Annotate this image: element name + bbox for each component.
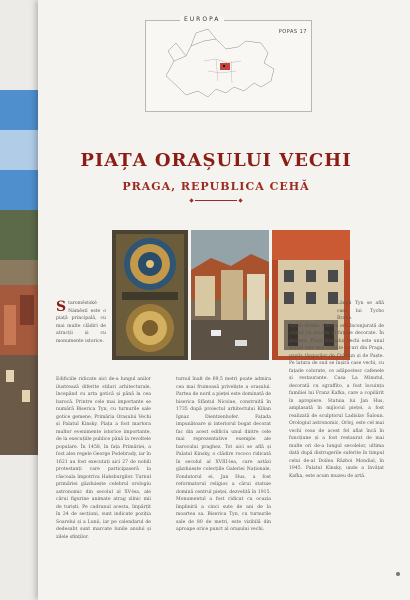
- title-ornament: [195, 200, 237, 201]
- locator-map: [145, 16, 312, 112]
- street-view-photo: [191, 230, 269, 360]
- drop-cap: S: [56, 300, 67, 315]
- astronomical-clock-photo: [112, 230, 188, 360]
- prague-marker: [223, 65, 225, 67]
- left-page-photo: [0, 90, 38, 455]
- map-page-ref: POPAS 17: [278, 29, 307, 35]
- intro-column: [56, 300, 106, 370]
- map-region-label: EUROPA: [180, 16, 224, 23]
- body-column-3-text: Tycho Brahe. Curtea era înconjurată de clădiri cu arcade și fațade decorate. În prezent, Piața Orașului Vechi este unul dintre cele mai vizitate locuri din Praga, gazda târgurilor de Crăciun și de Paște. Pe latura de sud se înșiră case vechi, cu fațade colorate, ce adăpostesc cafenele și restaurante. Casa La Minutul, decorată cu sgraffito, a fost locuința familiei lui Franz Kafka, care a copilărit în apropiere. Statuia lui Jan Hus, amplasată în mijlocul pieței, a fost realizată de sculptorul Ladislav Šaloun. Orologiul astronomic, Orloj, este cel mai vechi ceas de acest fel aflat încă în funcțiune și a fost restaurat de mai multe ori de-a lungul secolelor, ultima dată după distrugerile suferite în timpul celui de-al Doilea Război Mondial, în 1945. Palatul Kinsky, unde a învățat Kafka, este acum muzeu de artă.: [289, 323, 384, 479]
- page-marker: [396, 572, 400, 576]
- intro-text: taroměstské Náměstí este o piață principală, cu mai multe clădiri de atracții și cu monumente istorice.: [56, 301, 106, 344]
- body-column-1: Edificiile ridicate aici de-a lungul anilor ilustrează diferite stiluri arhitecturale, începând cu arta gotică și până la cea barocă. Printre cele mai importante se numără Biserica Tyn, cu turnurile sale gotice gemene, Primăria Orașului Vechi și Palatul Kinsky. Piața a fost martora multor evenimente istorice importante, de la execuțiile publice până la revoltele populare. În 1458, în fața Primăriei, a fost ales regele George Podebrady, iar în 1621 au fost executați aici 27 de nobili protestanți care participaseră la răscoala împotriva Habsburgilor. Turnul primăriei găzduiește celebrul orologiu astronomic din secolul al XV-lea, ale cărui figurine animate atrag zilnic mii de turiști. Pe cadranul acesta, împărțit în 24 de secțiuni, sunt indicate poziția Soarelui și a Lunii, iar pe calendarul de dedesubt sunt marcate lunile anului și zilele sfinților.: [56, 377, 151, 540]
- body-column-3: [289, 300, 384, 586]
- body-column-2: turnul înalt de 69,5 metri poate admira cea mai frumoasă priveliște a orașului. Partea de nord a pieței este dominată de biserica Sfântul Nicolae, construită în 1735 după proiectul arhitectului Kilian Ignaz Dientzenhofer. Fațada impunătoare și interiorul bogat decorat fac din acest edificiu unul dintre cele mai reprezentative exemple ale barocului praghez. Tot aici se află și Palatul Kinsky, o clădire rococo ridicată în secolul al XVIII-lea, care astăzi găzduiește colecțiile Galeriei Naționale. Fondatorul ei, Jan Hus, a fost reformatorul religios a cărui statuie domină centrul pieței, dezvelită în 1915. Monumentul a fost ridicat cu ocazia împlinirii a cinci sute de ani de la moartea sa. Biserica Tyn, cu turnurile sale de 80 de metri, este vizibilă din aproape orice punct al orașului vechi.: [176, 377, 271, 532]
- caption-text: Lângă Tyn se află casa lui Tycho Brahe.: [337, 301, 384, 321]
- page-subtitle: PRAGA, REPUBLICA CEHĂ: [122, 180, 310, 193]
- page-title: PIAȚA ORAȘULUI VECHI: [80, 150, 352, 171]
